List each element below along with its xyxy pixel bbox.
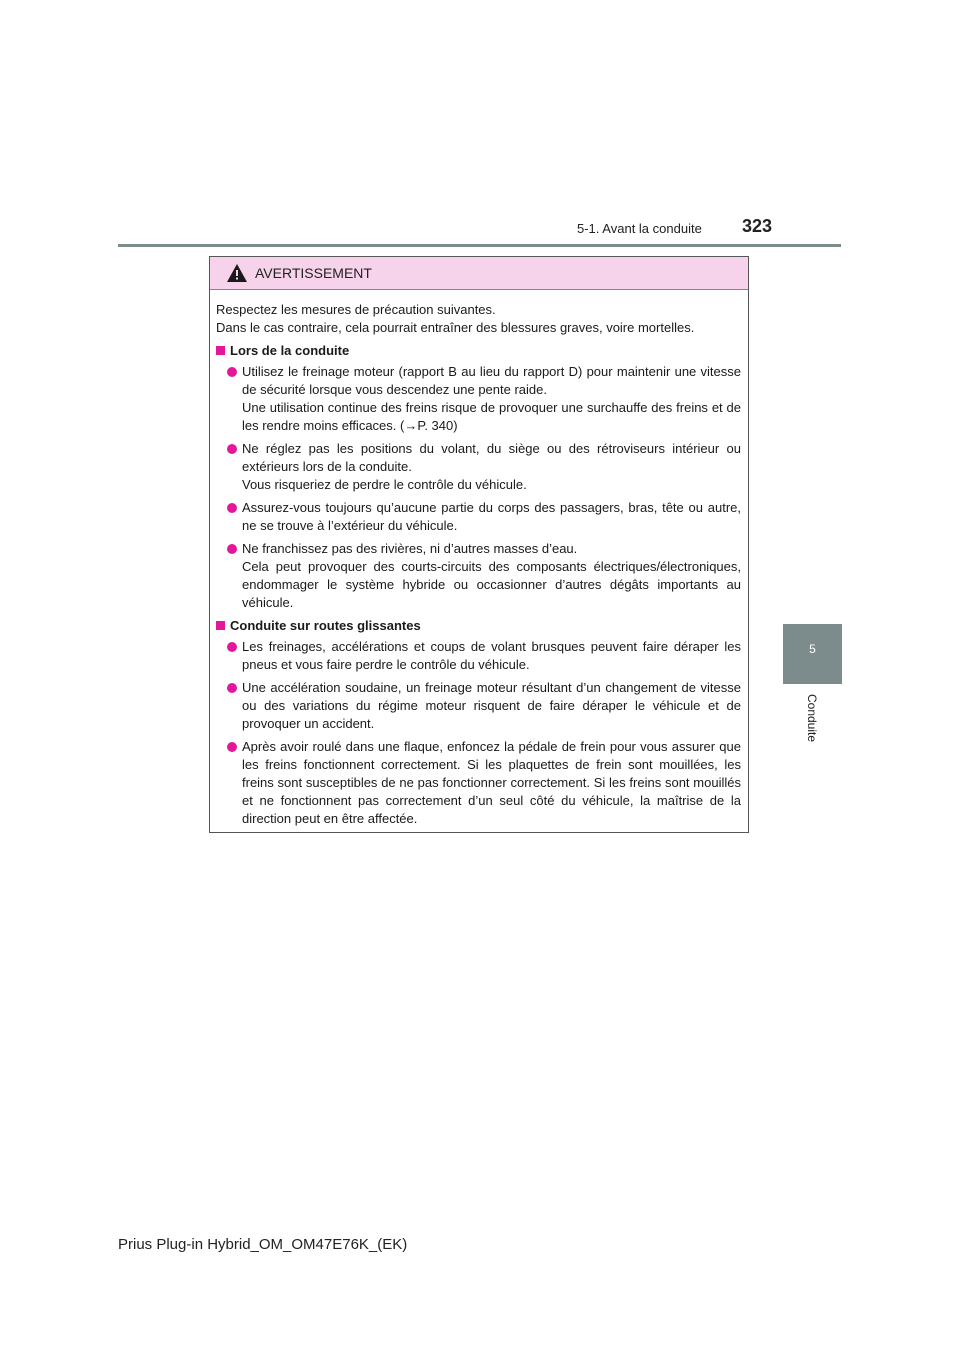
bullet-text: Vous risqueriez de perdre le contrôle du véhicule. <box>242 477 527 492</box>
section-title <box>216 617 741 635</box>
header-section-title: 5-1. Avant la conduite <box>577 221 702 236</box>
warning-box <box>209 256 749 833</box>
bullet-text: Après avoir roulé dans une flaque, enfoncez la pédale de frein pour vous assurer que les freins fonctionnent correctement. Si les plaquettes de frein sont mouillées, les freins sont susceptibles de ne pas fonctionner correctement. Si les freins sont mouillés et ne fonctionnent pas correctement d’un seul côté du véhicule, la maîtrise de la direction peut en être affectée. <box>242 739 741 826</box>
footer-document-id: Prius Plug-in Hybrid_OM_OM47E76K_(EK) <box>118 1236 408 1253</box>
round-bullet-icon <box>227 444 237 454</box>
chapter-number: 5 <box>809 642 816 656</box>
section-slippery-roads <box>216 617 741 828</box>
bullet-text: Assurez-vous toujours qu’aucune partie du corps des passagers, bras, tête ou autre, ne se trouve à l’extérieur du véhicule. <box>242 500 741 533</box>
section-title <box>216 342 741 360</box>
intro-line: Dans le cas contraire, cela pourrait entraîner des blessures graves, voire mortelles. <box>216 320 695 335</box>
header-rule <box>118 244 841 247</box>
chapter-label: Conduite <box>805 693 819 743</box>
bullet-item <box>216 540 741 612</box>
round-bullet-icon <box>227 742 237 752</box>
square-bullet-icon <box>216 621 225 630</box>
chapter-tab <box>783 624 842 684</box>
section-title-text: Lors de la conduite <box>230 343 350 358</box>
bullet-text: Utilisez le freinage moteur (rapport B au lieu du rapport D) pour maintenir une vitesse de sécurité lorsque vous descendez une pente raide. <box>242 364 741 397</box>
bullet-item <box>216 738 741 828</box>
bullet-item <box>216 440 741 494</box>
bullet-item <box>216 638 741 674</box>
bullet-text: Les freinages, accélérations et coups de volant brusques peuvent faire déraper les pneus et vous faire perdre le contrôle du véhicule. <box>242 639 741 672</box>
bullet-text: Une accélération soudaine, un freinage moteur résultant d’un changement de vitesse ou des variations du régime moteur risquent de faire déraper le véhicule et de provoquer un accident. <box>242 680 741 731</box>
round-bullet-icon <box>227 503 237 513</box>
round-bullet-icon <box>227 544 237 554</box>
round-bullet-icon <box>227 642 237 652</box>
bullet-item <box>216 499 741 535</box>
bullet-text: Une utilisation continue des freins risque de provoquer une surchauffe des freins et de les rendre moins efficaces. (→P. 340) <box>242 400 741 433</box>
bullet-text: Cela peut provoquer des courts-circuits des composants électriques/électroniques, endommager le système hybride ou occasionner d’autres dégâts importants au véhicule. <box>242 559 741 610</box>
section-title-text: Conduite sur routes glissantes <box>230 618 421 633</box>
page-number: 323 <box>742 216 773 236</box>
section-driving <box>216 342 741 612</box>
warning-body <box>210 290 748 828</box>
warning-intro <box>216 301 741 337</box>
warning-header <box>210 257 748 290</box>
intro-line: Respectez les mesures de précaution suivantes. <box>216 302 496 317</box>
round-bullet-icon <box>227 367 237 377</box>
bullet-text: Ne franchissez pas des rivières, ni d’autres masses d’eau. <box>242 541 578 556</box>
warning-triangle-icon <box>226 263 248 283</box>
bullet-text: Ne réglez pas les positions du volant, du siège ou des rétroviseurs intérieur ou extérieurs lors de la conduite. <box>242 441 741 474</box>
bullet-item <box>216 679 741 733</box>
round-bullet-icon <box>227 683 237 693</box>
warning-title: AVERTISSEMENT <box>255 265 372 281</box>
bullet-item <box>216 363 741 435</box>
square-bullet-icon <box>216 346 225 355</box>
